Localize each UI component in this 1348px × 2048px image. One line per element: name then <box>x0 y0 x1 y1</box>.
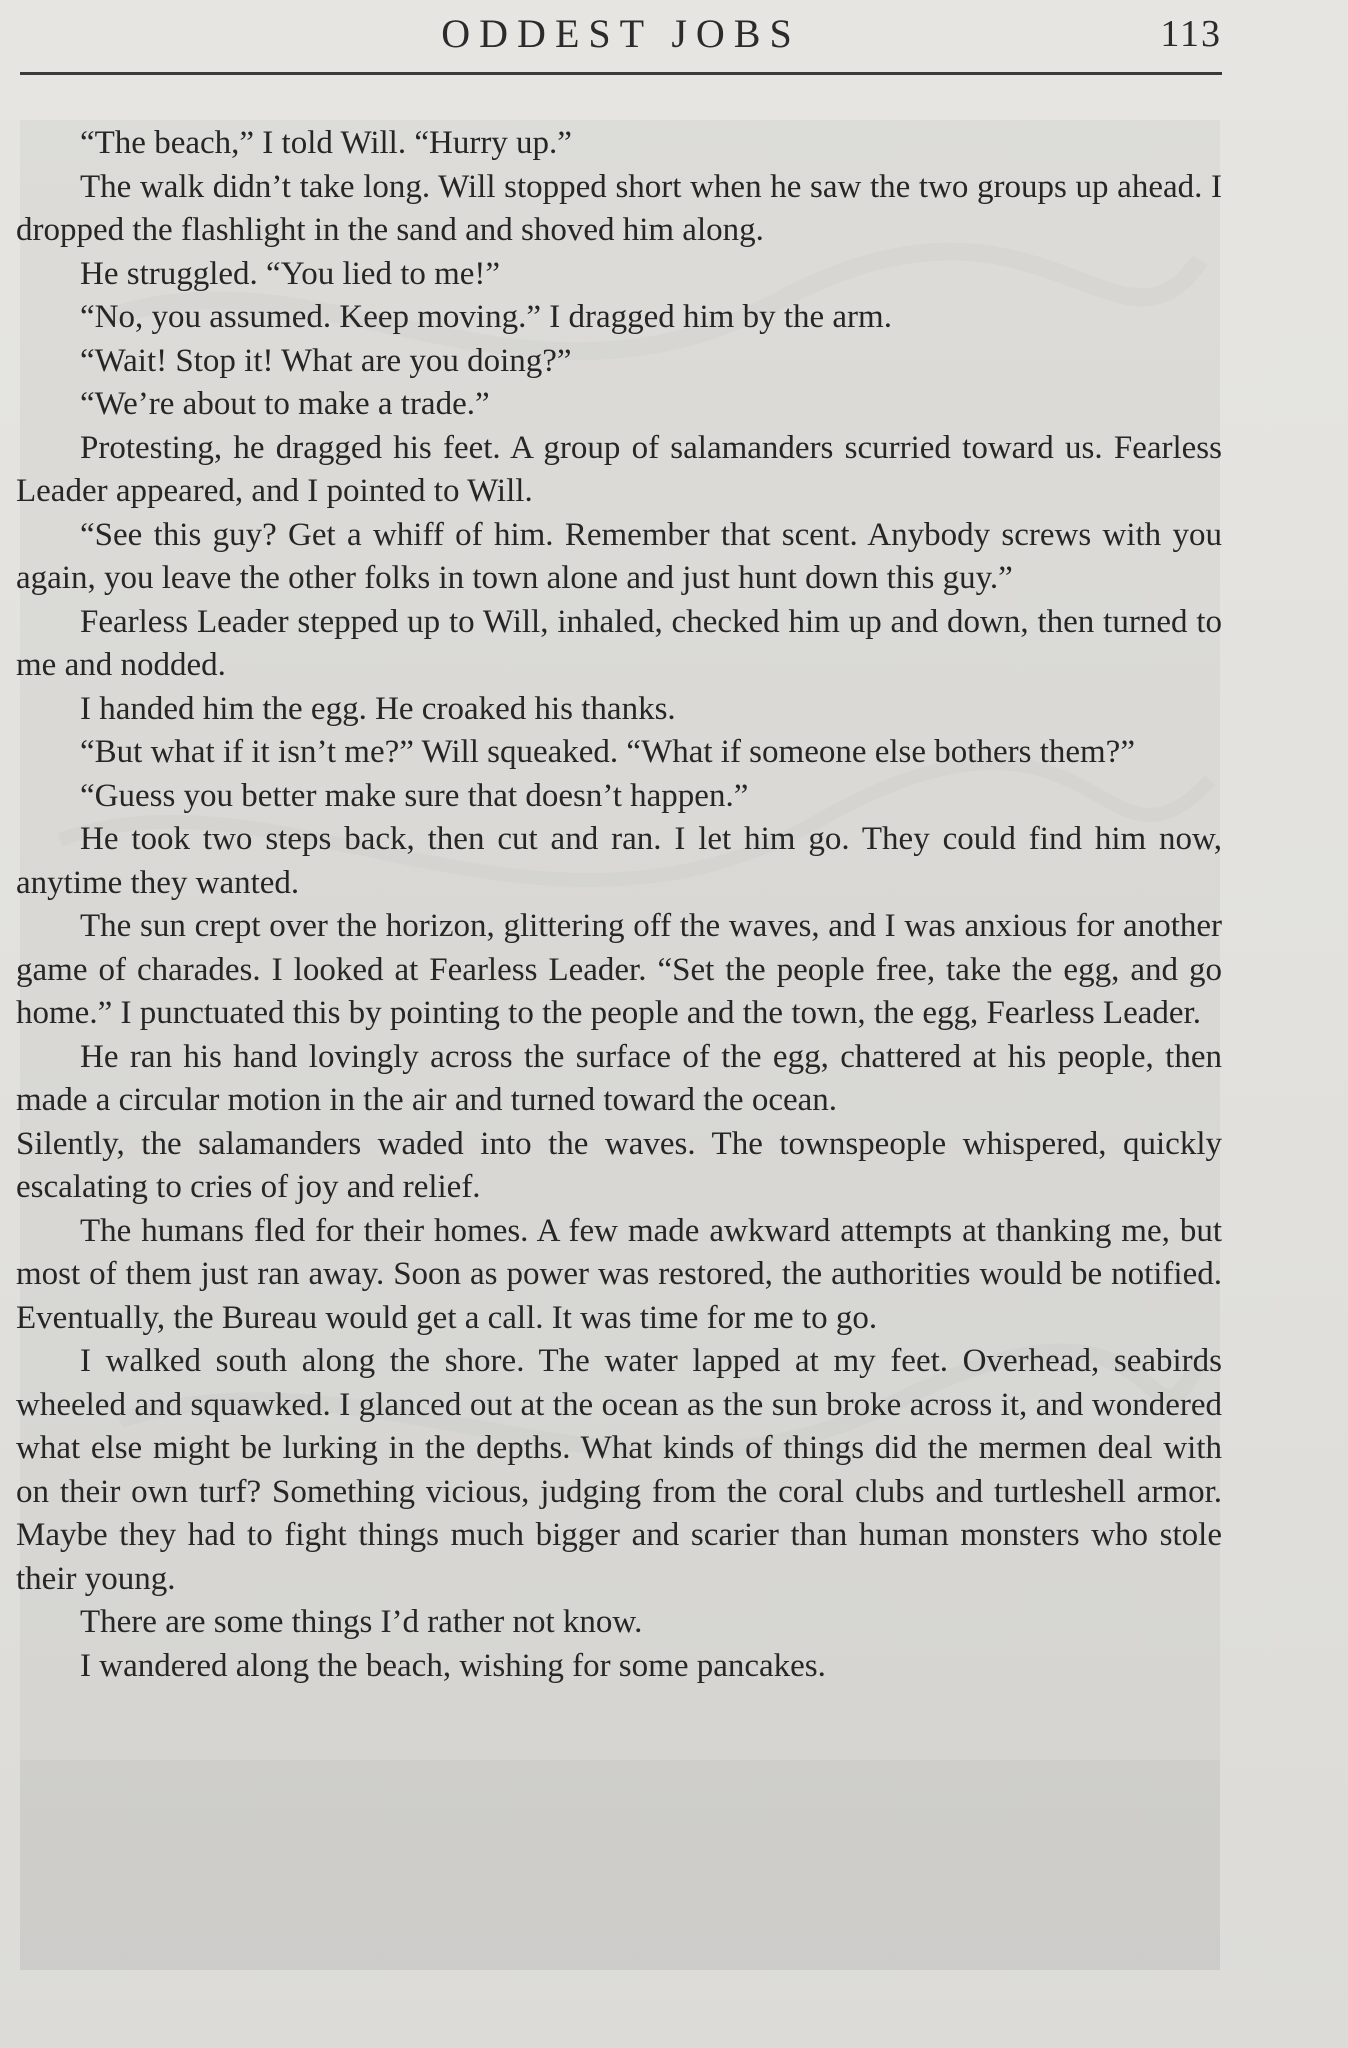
page-number: 113 <box>1160 13 1222 55</box>
paragraph: I handed him the egg. He croaked his thanks. <box>80 690 676 727</box>
paragraph: “See this guy? Get a whiff of him. Remember that scent. Anybody screws with you again, you leave the other folks in town alone and just hunt down this guy.” <box>16 516 1222 596</box>
paragraph: The humans fled for their homes. A few made awkward attempts at thanking me, but most of them just ran away. Soon as power was restored, the authorities would be notified. Eventually, the Bureau would get a call. It was time for me to go. <box>16 1212 1222 1336</box>
paragraph: “No, you assumed. Keep moving.” I dragged him by the arm. <box>80 299 892 335</box>
paragraph: He ran his hand lovingly across the surface of the egg, chattered at his people, then made a circular motion in the air and turned toward the ocean. <box>16 1038 1222 1118</box>
paragraph: “But what if it isn’t me?” Will squeaked. “What if someone else bothers them?” <box>80 734 1135 770</box>
body-text <box>16 122 1222 1688</box>
running-header <box>20 0 1222 75</box>
paragraph: He took two steps back, then cut and ran. I let him go. They could find him now, anytime they wanted. <box>16 821 1222 901</box>
paragraph: “Guess you better make sure that doesn’t happen.” <box>80 777 749 814</box>
paragraph: The walk didn’t take long. Will stopped short when he saw the two groups up ahead. I dropped the flashlight in the sand and shoved him along. <box>16 168 1222 248</box>
paragraph: “We’re about to make a trade.” <box>80 386 490 422</box>
paragraph: I wandered along the beach, wishing for some pancakes. <box>80 1647 826 1684</box>
running-title: ODDEST JOBS <box>441 11 801 56</box>
paragraph: I walked south along the shore. The water lapped at my feet. Overhead, seabirds wheeled and squawked. I glanced out at the ocean as the sun broke across it, and wondered what else might be lurking in the depths. What kinds of things did the mermen deal with on their own turf? Something vicious, judging from the coral clubs and turtleshell armor. Maybe they had to fight things much bigger and scarier than human monsters who stole their young. <box>16 1343 1222 1597</box>
paragraph: “Wait! Stop it! What are you doing?” <box>80 342 572 379</box>
paragraph: The sun crept over the horizon, glittering off the waves, and I was anxious for another game of charades. I looked at Fearless Leader. “Set the people free, take the egg, and go home.” I punctuated this by pointing to the people and the town, the egg, Fearless Leader. <box>16 908 1222 1031</box>
paragraph: There are some things I’d rather not know. <box>80 1604 643 1640</box>
paragraph: Fearless Leader stepped up to Will, inhaled, checked him up and down, then turned to me and nodded. <box>16 603 1222 683</box>
paragraph: Protesting, he dragged his feet. A group of salamanders scurried toward us. Fearless Leader appeared, and I pointed to Will. <box>16 429 1222 509</box>
paragraph: Silently, the salamanders waded into the waves. The townspeople whispered, quickly escalating to cries of joy and relief. <box>16 1125 1222 1205</box>
paragraph: “The beach,” I told Will. “Hurry up.” <box>80 125 572 161</box>
paragraph: He struggled. “You lied to me!” <box>80 255 501 292</box>
